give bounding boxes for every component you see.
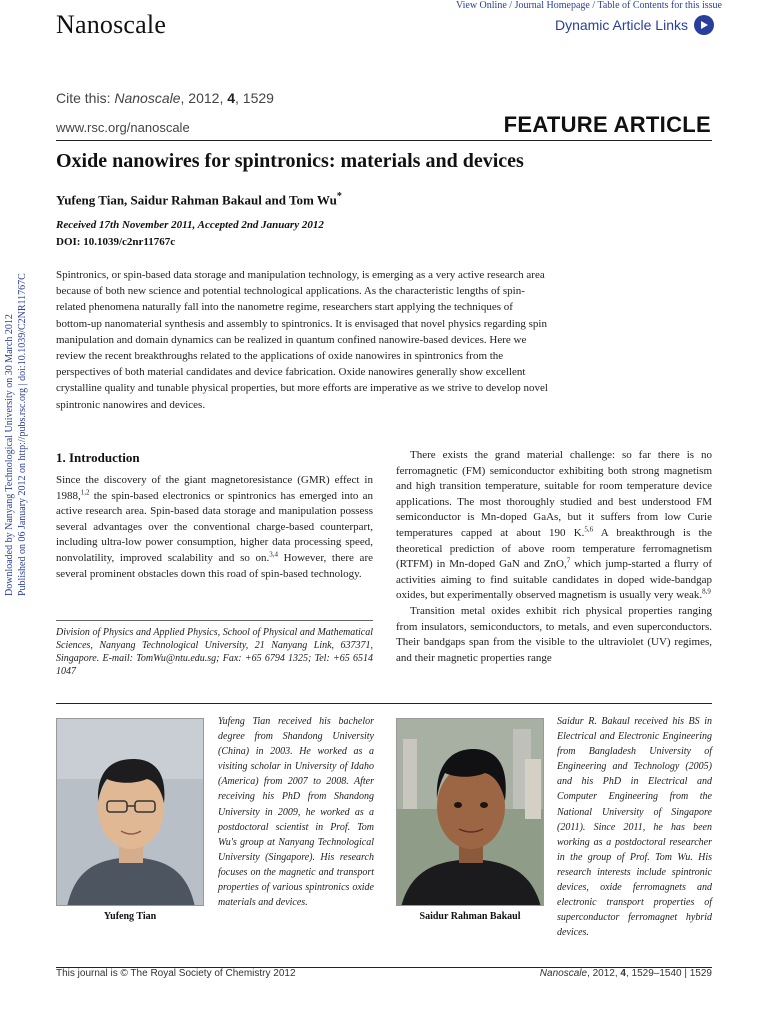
reference-mark[interactable]: 3,4 — [269, 550, 279, 559]
author-biography: Saidur R. Bakaul received his BS in Electrical and Electronic Engineering from Bangladesh University of Engineering and Technology (2005) and his PhD in Electrical and Computer Engineering from the National University of Singapore (2011). Since 2011, he has been working as a postdoctoral researcher in the group of Prof. Tom Wu. His research interests include spintronic devices, oxide ferromagnets and electronic transport properties of superconductor ferromagnet hybrid devices. — [557, 716, 712, 939]
text-run: A breakthrough is the theoretical prediction of above room temperature ferromagnetism (RTFM) in Mn-doped GaN and ZnO, — [396, 526, 712, 571]
reference-mark[interactable]: 5,6 — [584, 525, 594, 534]
author-photo — [396, 718, 544, 906]
journal-homepage-link[interactable]: Journal Homepage — [514, 0, 590, 11]
article-doi[interactable]: DOI: 10.1039/c2nr11767c — [56, 236, 176, 248]
cite-prefix: Cite this: — [56, 90, 115, 106]
corresponding-author-mark: * — [336, 191, 342, 202]
paragraph — [56, 473, 373, 582]
footer-year: , 2012, — [587, 968, 621, 979]
link-separator: / — [506, 0, 515, 11]
text-run: There exists the grand material challenge: so far there is no ferromagnetic (FM) semiconductor exhibiting both strong magnetism and high transition temperature, suitable for room temperature device applications. The most thoroughly studied and best understood FM semiconductor is Mn-doped GaAs, but it suffers from low Curie temperatures capped at about 190 K. — [396, 449, 712, 539]
footer-copyright: This journal is © The Royal Society of Chemistry 2012 — [56, 968, 296, 979]
dynamic-article-links[interactable] — [555, 15, 714, 35]
dynamic-article-links-label: Dynamic Article Links — [554, 17, 688, 33]
cite-page: , 1529 — [235, 90, 274, 106]
citation-line — [56, 90, 274, 106]
body-column-right — [396, 448, 712, 666]
table-of-contents-link[interactable]: Table of Contents for this issue — [597, 0, 722, 11]
top-links — [456, 0, 722, 11]
download-note: Downloaded by Nanyang Technological University on 30 March 2012 — [4, 314, 15, 596]
affiliation-divider — [56, 620, 373, 621]
footer-pages: , 1529–1540 | 1529 — [625, 968, 712, 979]
reference-mark[interactable]: 8,9 — [702, 587, 711, 596]
affiliation: Division of Physics and Applied Physics, School of Physical and Mathematical Sciences, Nanyang Technological University, 21 Nanyang Link, 637371, Singapore. E-mail: TomWu@ntu.edu.sg; Fax: +65 6794 1325; Tel: +65 6514 1047 — [56, 627, 373, 677]
biographies-divider — [56, 703, 712, 704]
header-divider — [56, 140, 712, 141]
reference-mark[interactable]: 7 — [566, 556, 571, 565]
text-run: the spin-based electronics or spintronics has emerged into an active research area. Spin-based data storage and manipulation possess several advantages over the conventional charge-based counterpart, including ultra-low power consumption, higher data processing speed, nonvolatility, improved scalability and so on. — [56, 489, 373, 564]
text-run: However, there are several prominent obstacles down this road of spin-based technology. — [56, 551, 373, 580]
footer-citation — [540, 968, 712, 979]
play-circle-icon[interactable] — [694, 15, 714, 35]
footer-journal: Nanoscale — [539, 968, 588, 979]
author-biography: Yufeng Tian received his bachelor degree from Shandong University (China) in 2003. He worked as a visiting scholar in University of Idaho (America) from 2007 to 2008. After receiving his PhD from Shandong University in 2009, he worked as a postdoctoral scientist in Prof. Tom Wu's group at Nanyang Technological University (Singapore). His research focuses on the magnetic and transport properties of various spintronics oxide materials and devices. — [218, 716, 374, 909]
author-names: Yufeng Tian, Saidur Rahman Bakaul and Tom Wu — [56, 192, 337, 208]
article-type: FEATURE ARTICLE — [503, 112, 711, 137]
reference-mark[interactable]: 1,2 — [80, 487, 90, 496]
article-authors — [56, 191, 342, 208]
journal-url[interactable]: www.rsc.org/nanoscale — [56, 120, 190, 135]
photo-caption: Saidur Rahman Bakaul — [419, 911, 521, 922]
paragraph — [396, 448, 712, 604]
journal-name: Nanoscale — [56, 10, 167, 39]
view-online-link[interactable]: View Online — [456, 0, 507, 11]
cite-journal: Nanoscale — [114, 90, 181, 106]
text-run: Since the discovery of the giant magnetoresistance (GMR) effect in 1988, — [56, 474, 373, 502]
author-photo — [56, 718, 204, 906]
received-dates: Received 17th November 2011, Accepted 2nd January 2012 — [56, 219, 324, 231]
body-column-left — [56, 473, 373, 582]
footer-volume: 4 — [620, 968, 626, 979]
text-run: which jump-started a flurry of activities aiming to find suitable candidates in doped wide-bandgap oxides, but experimentally observed magnetism is usually very weak. — [396, 558, 712, 602]
paragraph: Transition metal oxides exhibit rich physical properties ranging from insulators, semiconductors, to metals, and even superconductors. Their bandgaps span from the visible to the ultraviolet (UV) regimes, and their magnetic properties range — [396, 604, 712, 664]
published-note[interactable]: Published on 06 January 2012 on http://pubs.rsc.org | doi:10.1039/C2NR11767C — [17, 273, 28, 596]
photo-caption: Yufeng Tian — [103, 911, 157, 922]
cite-year: , 2012, — [180, 90, 228, 106]
article-title: Oxide nanowires for spintronics: materials and devices — [56, 150, 524, 172]
link-separator: / — [589, 0, 598, 11]
abstract: Spintronics, or spin-based data storage and manipulation technology, is emerging as a very active research area because of both new science and potential technological applications. As the characteristic lengths of spin-related phenomena naturally fall into the nanometre regime, researchers start applying the techniques of bottom-up nanomaterial synthesis and assembly to spintronics. It is envisaged that novel physics regarding spin manipulation and domain dynamics can be realized in quantum confined nanowire-based devices. Here we review the recent breakthroughs related to the applications of oxide nanowires in spintronics from the perspectives of both material candidates and device fabrication. Oxide nanowires generally show excellent crystalline quality and tunable physical properties, but more efforts are imperative as we strive to develop novel spintronic nanowires and devices. — [56, 269, 548, 411]
cite-volume: 4 — [227, 90, 236, 106]
section-heading-introduction: 1. Introduction — [56, 450, 140, 465]
